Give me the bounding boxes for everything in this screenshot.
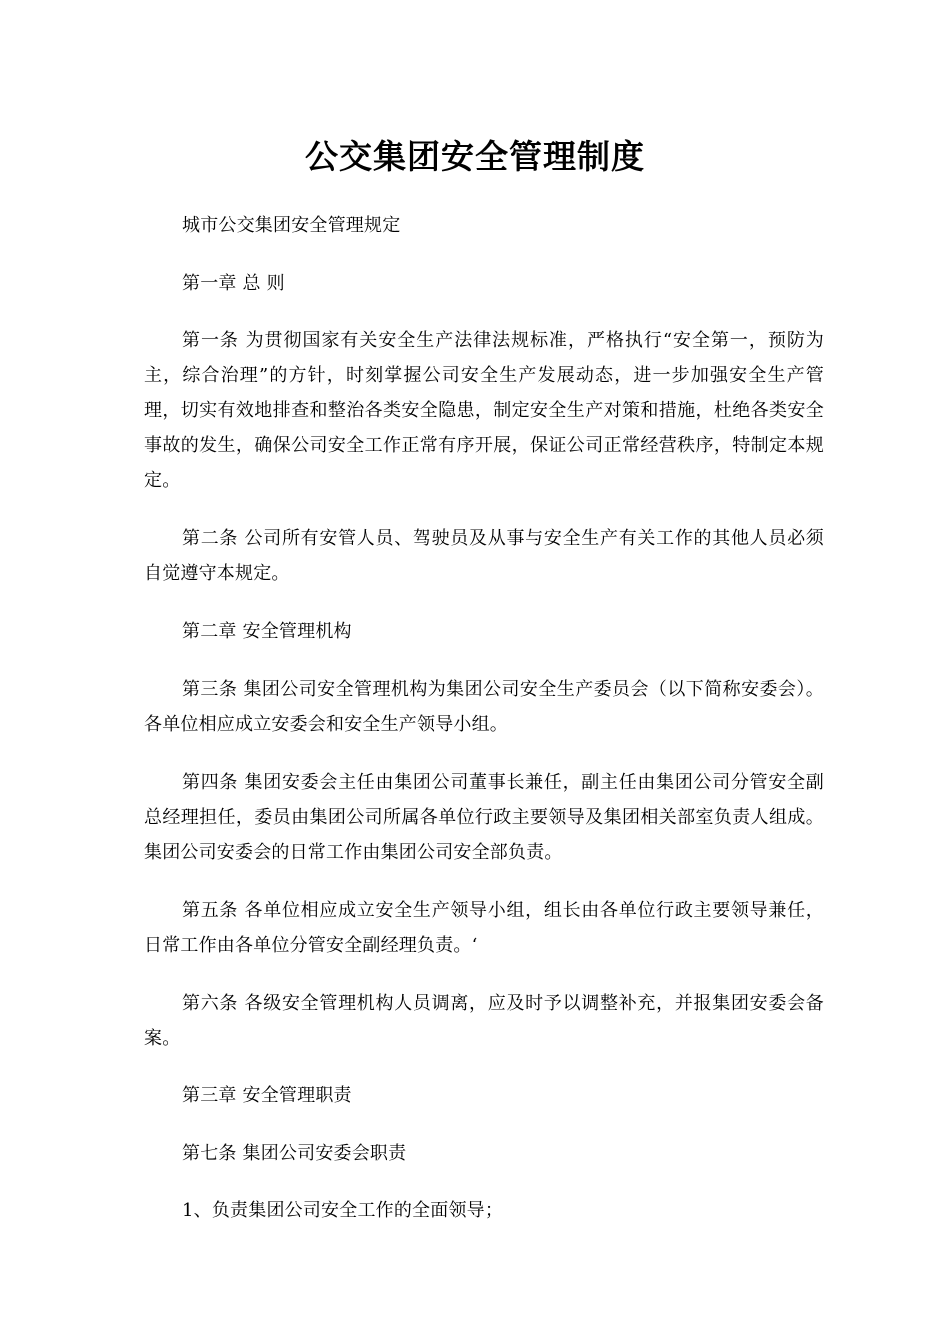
- article-7-paragraph: 第七条 集团公司安委会职责: [182, 1143, 407, 1164]
- article-3-paragraph: 第三条 集团公司安全管理机构为集团公司安全生产委员会（以下简称安委会）。各单位相应成立安委会和安全生产领导小组。: [144, 679, 824, 735]
- article-1-paragraph: 第一条 为贯彻国家有关安全生产法律法规标准，严格执行“安全第一，预防为主，综合治理”的方针，时刻掌握公司安全生产发展动态，进一步加强安全生产管理，切实有效地排查和整治各类安全隐患，制定安全生产对策和措施，杜绝各类安全事故的发生，确保公司安全工作正常有序开展，保证公司正常经营秩序，特制定本规定。: [144, 330, 824, 491]
- article-5-paragraph: 第五条 各单位相应成立安全生产领导小组，组长由各单位行政主要领导兼任，日常工作由各单位分管安全副经理负责。‘: [144, 900, 824, 956]
- article-6-paragraph: 第六条 各级安全管理机构人员调离，应及时予以调整补充，并报集团安委会备案。: [144, 993, 824, 1049]
- article-4-paragraph: 第四条 集团安委会主任由集团公司董事长兼任，副主任由集团公司分管安全副总经理担任，委员由集团公司所属各单位行政主要领导及集团相关部室负责人组成。集团公司安委会的日常工作由集团公司安全部负责。: [144, 772, 824, 863]
- chapter-heading-2: 第二章 安全管理机构: [182, 621, 352, 642]
- chapter-heading-3: 第三章 安全管理职责: [182, 1085, 352, 1106]
- chapter-heading-1: 第一章 总 则: [182, 273, 285, 294]
- document-title: 公交集团安全管理制度: [305, 137, 645, 176]
- list-item-1: 1、负责集团公司安全工作的全面领导；: [182, 1200, 504, 1221]
- subtitle-paragraph: 城市公交集团安全管理规定: [182, 215, 401, 236]
- article-2-paragraph: 第二条 公司所有安管人员、驾驶员及从事与安全生产有关工作的其他人员必须自觉遵守本规定。: [144, 528, 824, 584]
